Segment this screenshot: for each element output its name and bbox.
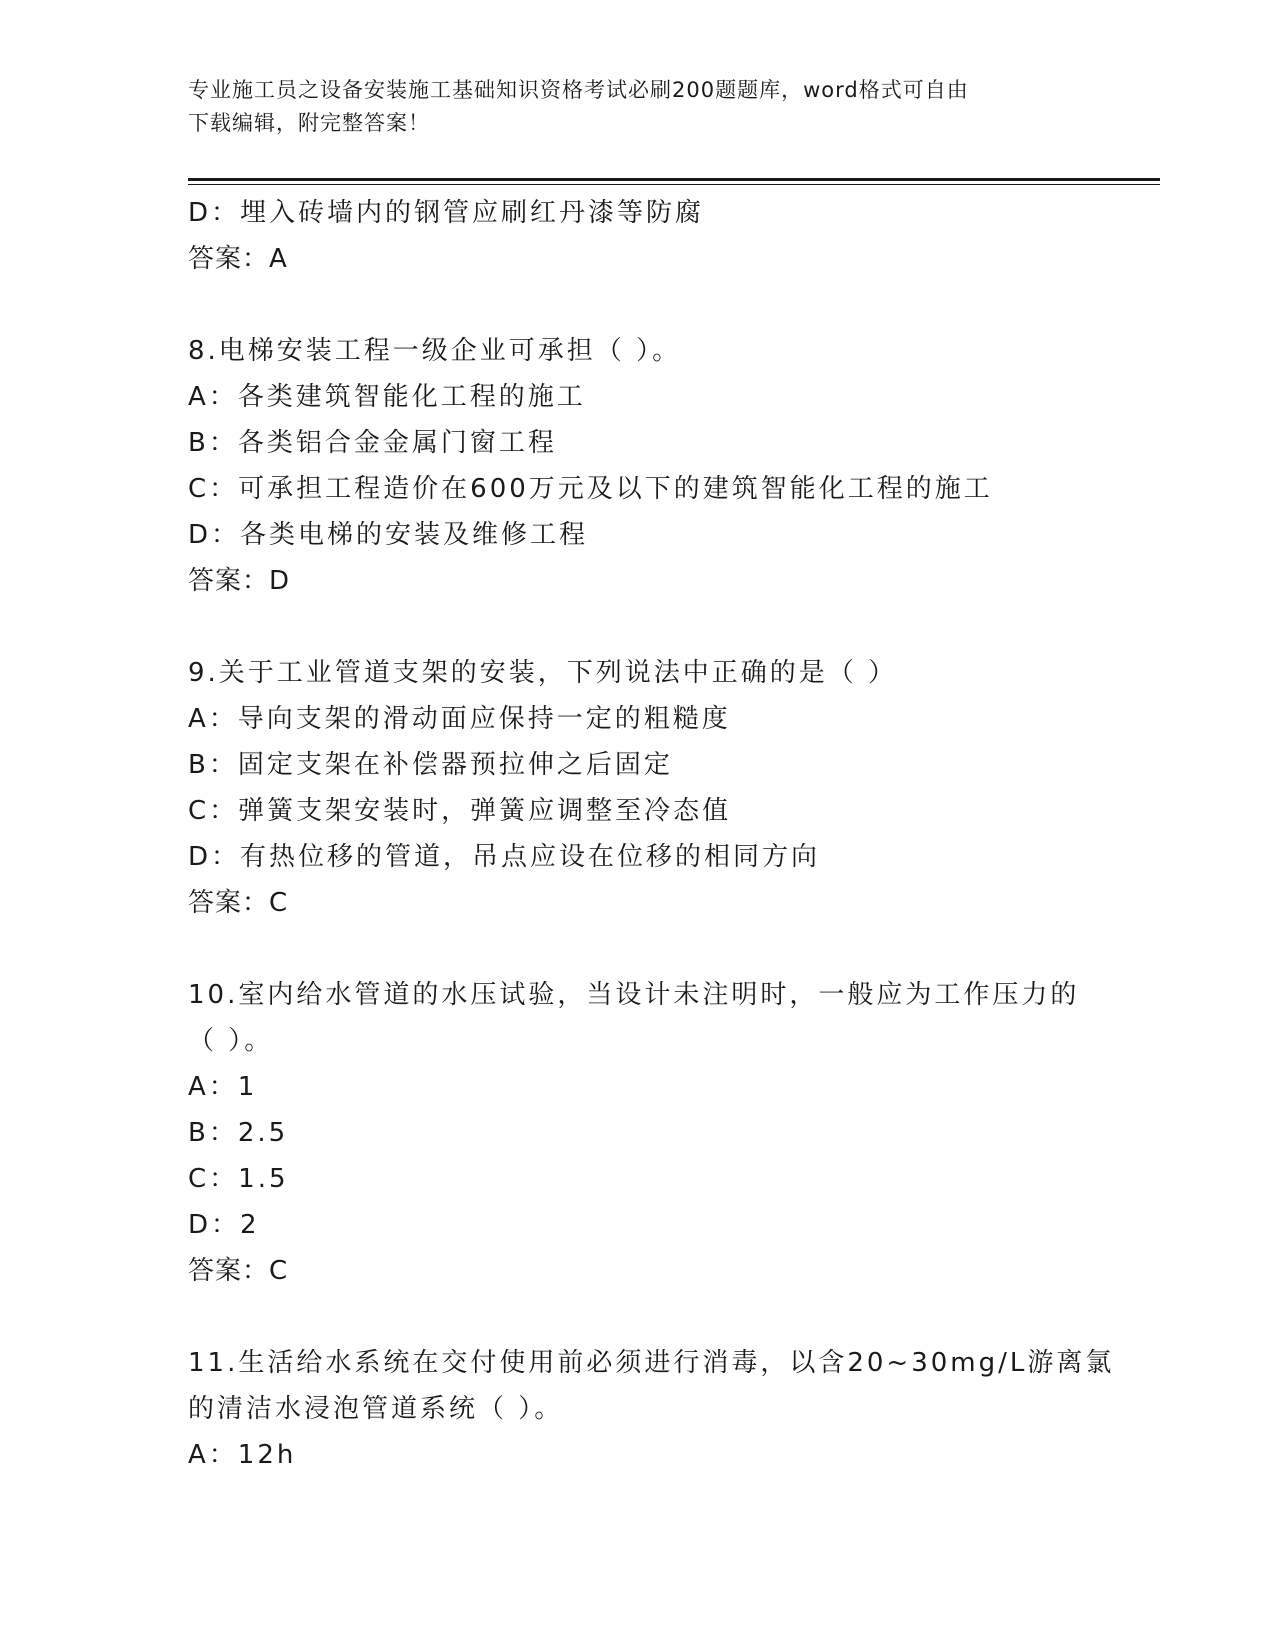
option-line: C：1.5 <box>188 1164 289 1194</box>
section-gap <box>188 282 1088 328</box>
question-text: 10.室内给水管道的水压试验，当设计未注明时，一般应为工作压力的 <box>188 980 1080 1010</box>
answer-line: 答案：A <box>188 244 288 274</box>
header-rule-thick <box>188 178 1160 181</box>
question-list <box>188 190 1115 1478</box>
answer-line: 答案：C <box>188 888 289 918</box>
option-line: C：弹簧支架安装时，弹簧应调整至冷态值 <box>188 796 732 826</box>
header-title-line-2: 下载编辑，附完整答案！ <box>188 111 430 135</box>
section-gap <box>188 926 1088 972</box>
answer-line: 答案：C <box>188 1256 289 1286</box>
header-rule-thin <box>188 184 1160 185</box>
question-text: 9.关于工业管道支架的安装，下列说法中正确的是（ ） <box>188 658 898 688</box>
option-line: D：有热位移的管道，吊点应设在位移的相同方向 <box>188 842 821 872</box>
section-gap <box>188 604 1088 650</box>
option-line: D：2 <box>188 1210 260 1240</box>
question-text: 11.生活给水系统在交付使用前必须进行消毒，以含20~30mg/L游离氯 <box>188 1348 1115 1378</box>
answer-line: 答案：D <box>188 566 291 596</box>
option-line: D：各类电梯的安装及维修工程 <box>188 520 589 550</box>
option-line: A：12h <box>188 1440 297 1470</box>
option-line: D：埋入砖墙内的钢管应刷红丹漆等防腐 <box>188 198 705 228</box>
option-line: B：2.5 <box>188 1118 289 1148</box>
option-line: A：各类建筑智能化工程的施工 <box>188 382 586 412</box>
question-text: （ ）。 <box>188 1026 274 1056</box>
option-line: B：各类铝合金金属门窗工程 <box>188 428 557 458</box>
option-line: B：固定支架在补偿器预拉伸之后固定 <box>188 750 673 780</box>
question-text: 的清洁水浸泡管道系统（ ）。 <box>188 1394 564 1424</box>
header-title-line-1: 专业施工员之设备安装施工基础知识资格考试必刷200题题库，word格式可自由 <box>188 78 969 102</box>
document-header <box>188 74 1088 140</box>
option-line: A：导向支架的滑动面应保持一定的粗糙度 <box>188 704 731 734</box>
section-gap <box>188 1294 1088 1340</box>
question-text: 8.电梯安装工程一级企业可承担（ ）。 <box>188 336 682 366</box>
option-line: C：可承担工程造价在600万元及以下的建筑智能化工程的施工 <box>188 474 993 504</box>
option-line: A：1 <box>188 1072 258 1102</box>
